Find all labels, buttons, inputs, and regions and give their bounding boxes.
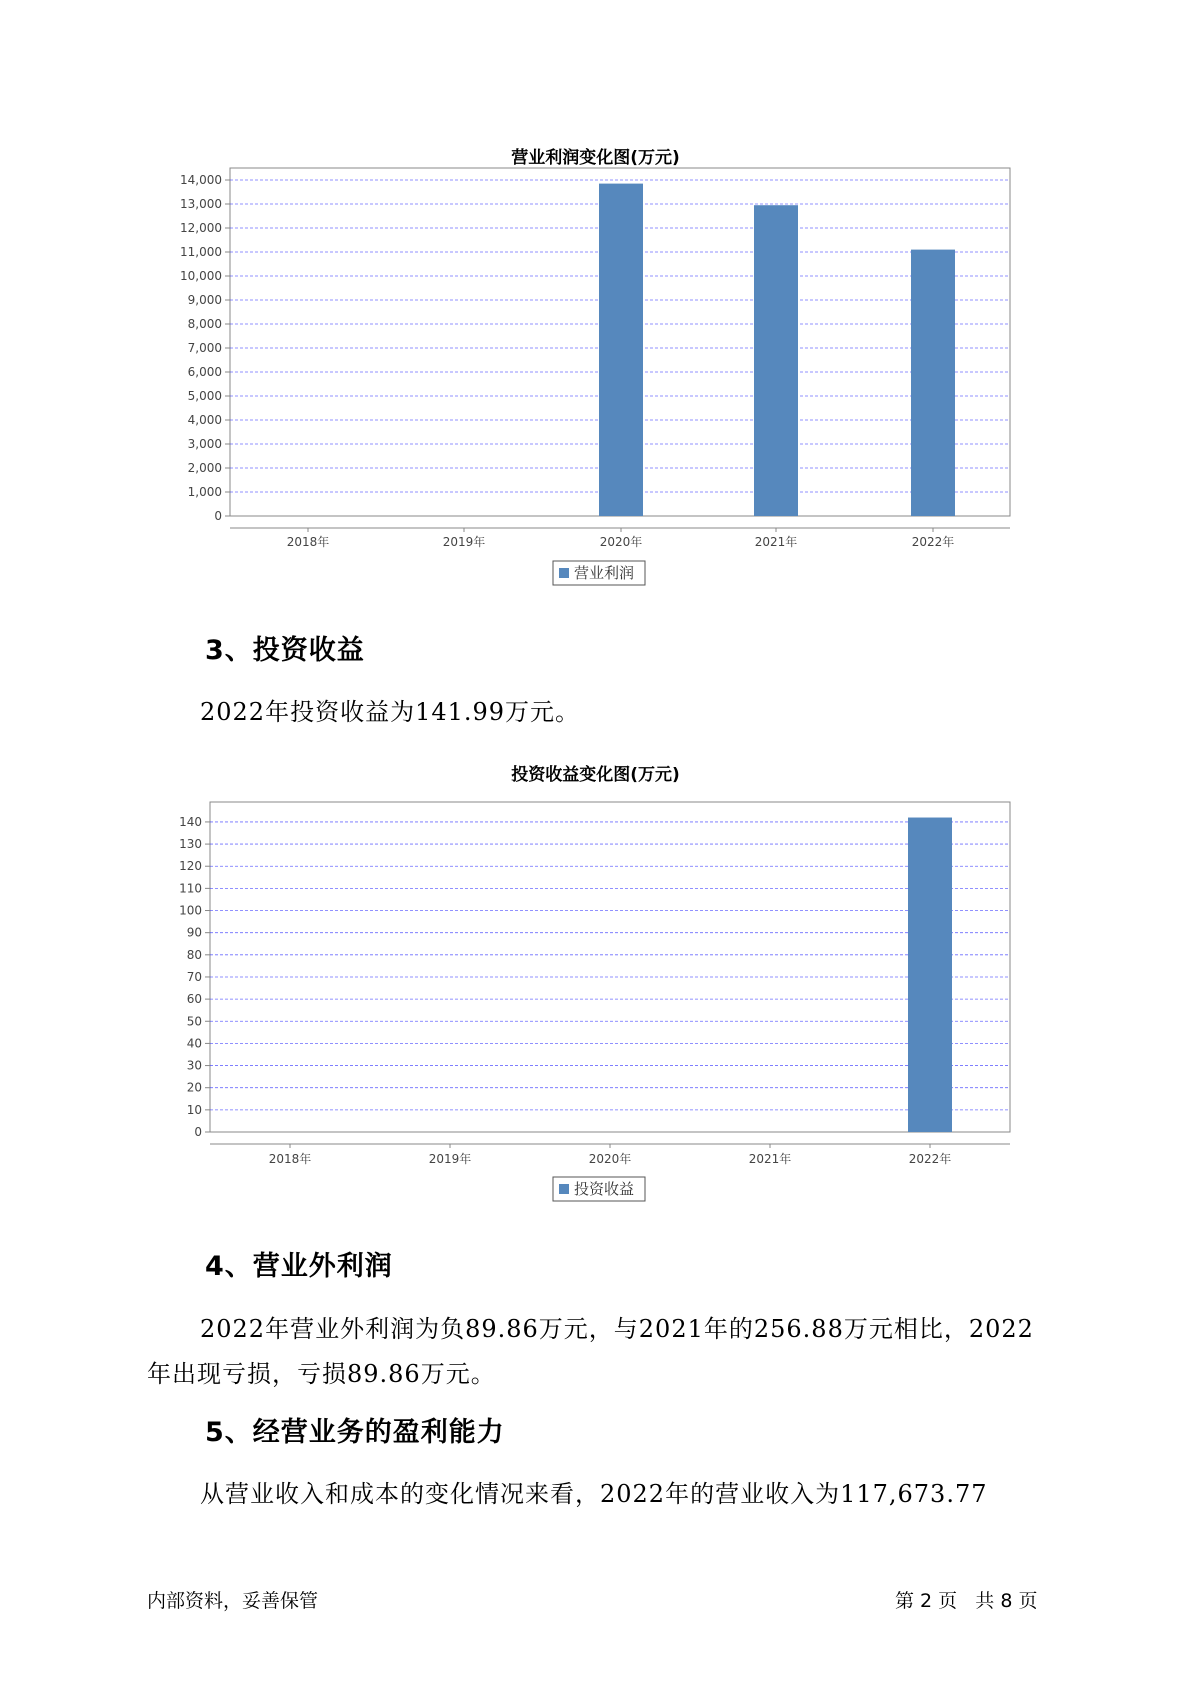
y-tick-label: 120 — [179, 859, 202, 874]
bar-2021年 — [754, 205, 798, 516]
chart2-title: 投资收益变化图(万元) — [511, 765, 680, 785]
section-5-heading: 5、经营业务的盈利能力 — [205, 1417, 505, 1448]
y-tick-label: 70 — [186, 969, 202, 984]
y-tick-label: 50 — [186, 1014, 202, 1029]
legend-label: 投资收益 — [574, 1180, 635, 1198]
y-tick-label: 14,000 — [180, 173, 222, 187]
x-tick-label: 2019年 — [428, 1152, 472, 1166]
legend-label: 营业利润 — [574, 564, 635, 582]
x-tick-label: 2022年 — [908, 1152, 952, 1166]
y-tick-label: 140 — [179, 814, 202, 829]
legend-swatch — [559, 568, 569, 578]
bar-2022年 — [908, 818, 952, 1132]
operating-profit-chart — [0, 160, 1191, 590]
y-tick-label: 110 — [179, 881, 202, 896]
section-4-heading: 4、营业外利润 — [205, 1251, 393, 1282]
y-tick-label: 80 — [186, 947, 202, 962]
y-tick-label: 13,000 — [180, 197, 222, 211]
y-tick-label: 12,000 — [180, 221, 222, 235]
y-tick-label: 6,000 — [187, 365, 222, 379]
y-tick-label: 20 — [186, 1080, 202, 1095]
section-3-heading: 3、投资收益 — [205, 635, 365, 666]
y-tick-label: 100 — [179, 903, 202, 918]
section-4-paragraph-line2: 年出现亏损，亏损89.86万元。 — [147, 1360, 496, 1388]
y-tick-label: 60 — [186, 992, 202, 1007]
y-tick-label: 130 — [179, 837, 202, 852]
y-tick-label: 4,000 — [187, 413, 222, 427]
y-tick-label: 8,000 — [187, 317, 222, 331]
plot-area — [210, 802, 1010, 1132]
y-tick-label: 9,000 — [187, 293, 222, 307]
y-tick-label: 10,000 — [180, 269, 222, 283]
y-tick-label: 3,000 — [187, 437, 222, 451]
y-tick-label: 40 — [186, 1036, 202, 1051]
y-tick-label: 10 — [186, 1102, 202, 1117]
x-tick-label: 2018年 — [286, 535, 330, 549]
legend-swatch — [559, 1184, 569, 1194]
y-tick-label: 30 — [186, 1058, 202, 1073]
x-tick-label: 2021年 — [754, 535, 798, 549]
x-tick-label: 2020年 — [588, 1152, 632, 1166]
section-3-paragraph: 2022年投资收益为141.99万元。 — [200, 698, 581, 726]
y-tick-label: 0 — [214, 509, 222, 523]
bar-2020年 — [599, 184, 643, 516]
y-tick-label: 7,000 — [187, 341, 222, 355]
investment-income-chart — [0, 785, 1191, 1205]
y-tick-label: 90 — [186, 925, 202, 940]
y-tick-label: 0 — [194, 1125, 202, 1139]
y-tick-label: 1,000 — [187, 485, 222, 499]
footer-page-number: 第 2 页 共 8 页 — [895, 1590, 1038, 1612]
footer-confidential-note: 内部资料，妥善保管 — [147, 1590, 319, 1612]
y-tick-label: 2,000 — [187, 461, 222, 475]
y-tick-label: 5,000 — [187, 389, 222, 403]
section-4-paragraph-line1: 2022年营业外利润为负89.86万元，与2021年的256.88万元相比，2022 — [200, 1315, 1034, 1343]
section-5-paragraph-line1: 从营业收入和成本的变化情况来看，2022年的营业收入为117,673.77 — [200, 1480, 988, 1508]
x-tick-label: 2019年 — [442, 535, 486, 549]
x-tick-label: 2020年 — [599, 535, 643, 549]
x-tick-label: 2018年 — [268, 1152, 312, 1166]
y-tick-label: 11,000 — [180, 245, 222, 259]
chart1-title: 营业利润变化图(万元) — [511, 148, 680, 168]
x-tick-label: 2021年 — [748, 1152, 792, 1166]
x-tick-label: 2022年 — [911, 535, 955, 549]
bar-2022年 — [911, 250, 955, 516]
